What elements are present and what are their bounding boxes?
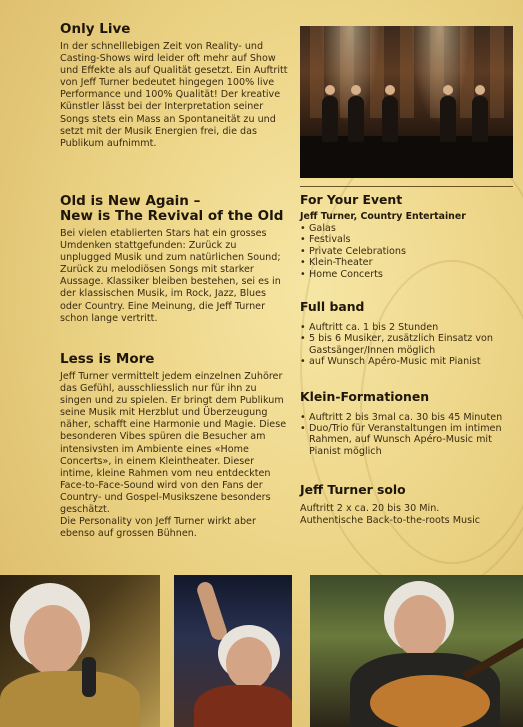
section-text-only-live: In der schnelllebigen Zeit von Reality- und Casting-Shows wird leider oft mehr auf Show und Effekte als auf Qualität gesetzt. Ein Auftritt von Jeff Turner bedeutet hingegen 100% live Performance und 100% Qualität! Der kreative Künstler lässt bei der Interpretation seiner Songs stets ein Mass an Spontaneität zu und setzt mit der Musik Energien frei, die das Publikum aufnimmt.: [60, 41, 288, 149]
band-stage-photo: [300, 26, 513, 178]
solo-title: Jeff Turner solo: [300, 482, 406, 498]
event-list: [300, 223, 513, 280]
divider: [300, 186, 513, 187]
list-item: • auf Wunsch Apéro-Music mit Pianist: [300, 356, 513, 367]
singer-photo-middle: [174, 575, 292, 727]
event-info-box: [300, 186, 513, 566]
event-title: For Your Event: [300, 192, 403, 207]
section-text-less-more: Jeff Turner vermittelt jedem einzelnen Zuhörer das Gefühl, ausschliesslich nur für ihn zu singen und zu spielen. Er bringt dem Publikum seine Musik mit Herzblut und Überzeugung näher, schafft eine Harmonie und Magie. Diese besonderen Vibes spüren die Besucher am intensivsten im Ambiente eines «Home Concerts», in einem Kleintheater. Dieser intime, kleine Rahmen vom neu entdeckten Face-to-Face-Sound wird von den Fans der Country- und Gospel-Musikszene besonders geschätzt.: [60, 371, 287, 516]
solo-line-1: Auftritt 2 x ca. 20 bis 30 Min.: [300, 503, 440, 515]
section-less-more: [60, 352, 288, 540]
section-title-only-live: Only Live: [60, 21, 131, 37]
list-item: • Home Concerts: [300, 269, 513, 280]
section-only-live: [60, 22, 288, 150]
bottom-photo-strip: [0, 575, 523, 727]
list-item: • Festivals: [300, 234, 513, 245]
singer-photo-guitar: [310, 575, 523, 727]
section-title-old-new-2: New is The Revival of the Old: [60, 208, 284, 224]
section-text-less-more-2: Die Personality von Jeff Turner wirkt aber ebenso auf grossen Bühnen.: [60, 516, 256, 540]
section-title-old-new-1: Old is New Again –: [60, 193, 201, 209]
list-item: • Private Celebrations: [300, 246, 513, 257]
full-band-title: Full band: [300, 299, 365, 315]
section-text-old-new: Bei vielen etablierten Stars hat ein grosses Umdenken stattgefunden: Zurück zu unplugged Musik und zum natürlichen Sound; Zurück zu melodiösen Songs mit starker Aussage. Klassiker bleiben bestehen, sei es in der klassischen Musik, im Rock, Jazz, Blues oder Country. Eine Meinung, die Jeff Turner schon lange vertritt.: [60, 228, 281, 324]
event-subtitle: Jeff Turner, Country Entertainer: [300, 211, 466, 222]
list-item: • Auftritt 2 bis 3mal ca. 30 bis 45 Minuten: [300, 412, 513, 423]
klein-formationen-list: [300, 412, 513, 458]
list-item: • Auftritt ca. 1 bis 2 Stunden: [300, 322, 513, 333]
section-old-new: [60, 194, 288, 325]
singer-photo-left: [0, 575, 160, 727]
solo-line-2: Authentische Back-to-the-roots Music: [300, 514, 481, 526]
list-item: • Galas: [300, 223, 513, 234]
list-item: • Klein-Theater: [300, 257, 513, 268]
list-item: • 5 bis 6 Musiker, zusätzlich Einsatz von Gastsänger/Innen möglich: [300, 333, 513, 356]
full-band-list: [300, 322, 513, 368]
list-item: • Duo/Trio für Veranstaltungen im intimen Rahmen, auf Wunsch Apéro-Music mit Pianist möglich: [300, 423, 513, 457]
klein-formationen-title: Klein-Formationen: [300, 388, 430, 404]
section-title-less-more: Less is More: [60, 351, 155, 367]
